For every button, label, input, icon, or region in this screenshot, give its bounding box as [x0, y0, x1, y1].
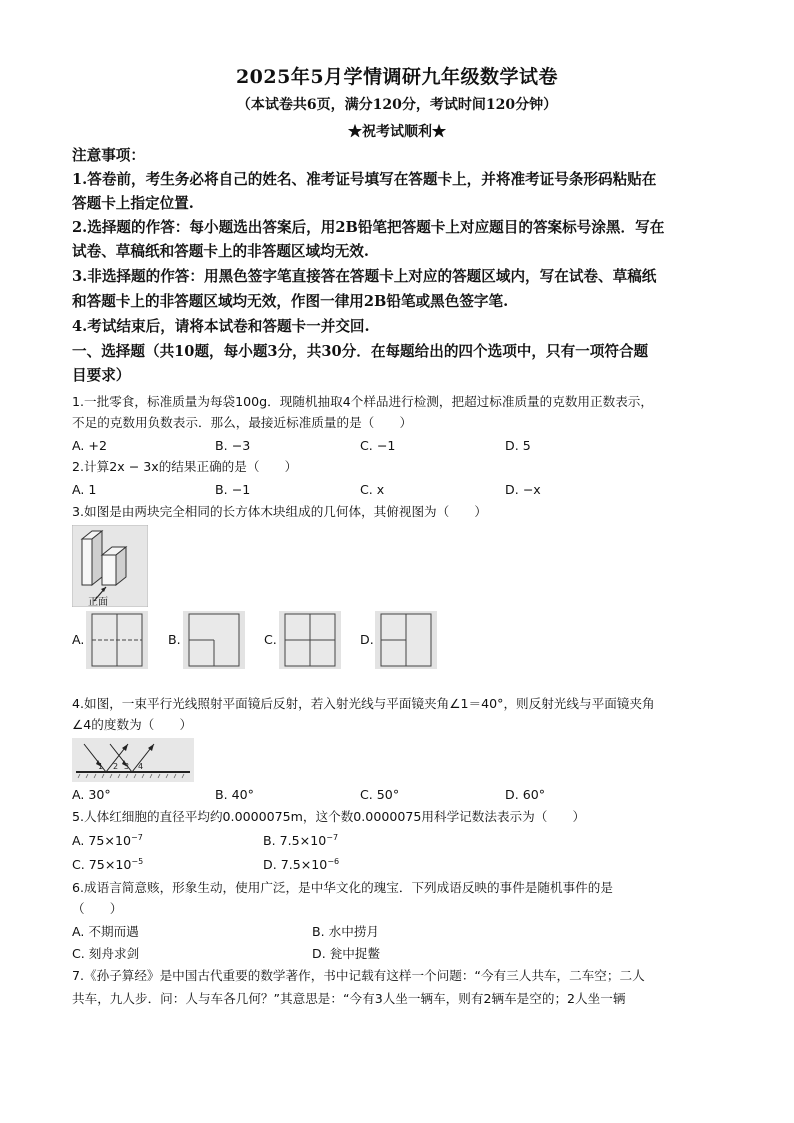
q6-option-d: D. 瓮中捉鳖: [312, 946, 381, 961]
q5-option-d: D. $7.5\times 10^{-6}$: [263, 857, 340, 873]
page-title: 2025年5月学情调研九年级数学试卷: [235, 66, 559, 88]
note-1-line-2: 答题卡上指定位置.: [72, 195, 194, 212]
section-1-heading-line-1: 一、选择题（共10题，每小题3分，共30分．在每题给出的四个选项中，只有一项符合题: [72, 343, 649, 360]
q3-option-d-figure: [375, 611, 437, 669]
q6-option-a: A. 不期而遇: [72, 924, 139, 939]
q4-option-c: C. 50°: [360, 787, 400, 802]
note-3-line-2: 和答题卡上的非答题区域均无效，作图一律用2B铅笔或黑色签字笔.: [72, 293, 509, 310]
note-4: 4.考试结束后，请将本试卷和答题卡一并交回.: [72, 318, 370, 335]
exam-blessing: ★祝考试顺利★: [348, 124, 446, 140]
q3-stem: 3.如图是由两块完全相同的长方体木块组成的几何体，其俯视图为（ ）: [72, 504, 488, 519]
q3-solid-figure: [72, 525, 148, 607]
q3-option-a-label: A.: [72, 632, 85, 647]
q2-option-c: C. x: [360, 482, 385, 497]
q5-option-c: C. $75\times 10^{-5}$: [72, 857, 144, 873]
q3-option-b-label: B.: [168, 632, 181, 647]
q4-stem-line-2: ∠4的度数为（ ）: [72, 717, 193, 732]
note-2-line-2: 试卷、草稿纸和答题卡上的非答题区域均无效.: [72, 243, 369, 260]
q1-option-b: B. −3: [215, 438, 251, 453]
q7-stem-line-1: 7.《孙子算经》是中国古代重要的数学著作，书中记载有这样一个问题：“今有三人共车，二车空；二人: [72, 968, 645, 983]
q2-option-d: D. −x: [505, 482, 541, 497]
note-3-line-1: 3.非选择题的作答：用黑色签字笔直接答在答题卡上对应的答题区域内，写在试卷、草稿纸: [72, 268, 657, 285]
q4-option-a: A. 30°: [72, 787, 111, 802]
q3-option-d-label: D.: [360, 632, 374, 647]
q6-option-c: C. 刻舟求剑: [72, 946, 140, 961]
q3-front-label: 正面: [88, 597, 108, 608]
notes-heading: 注意事项：: [72, 147, 145, 164]
section-1-heading-line-2: 目要求）: [72, 367, 131, 384]
q4-angle-4: 4: [138, 762, 144, 771]
q2-stem: 2.计算2x − 3x的结果正确的是（ ）: [72, 459, 298, 474]
exam-subtitle: （本试卷共6页，满分120分，考试时间120分钟）: [236, 97, 558, 113]
q6-stem-line-1: 6.成语言简意赅，形象生动，使用广泛，是中华文化的瑰宝．下列成语反映的事件是随机事件的是: [72, 880, 613, 895]
q7-stem-line-2: 共车，九人步．问：人与车各几何？”其意思是：“今有3人坐一辆车，则有2辆车是空的；2人坐一辆: [72, 991, 626, 1006]
q1-option-c: C. −1: [360, 438, 396, 453]
q1-stem-line-1: 1.一批零食，标准质量为每袋100g．现随机抽取4个样品进行检测，把超过标准质量的克数用正数表示，: [72, 394, 653, 409]
q4-angle-2: 2: [113, 762, 119, 771]
q1-option-a: A. +2: [72, 438, 107, 453]
q4-option-d: D. 60°: [505, 787, 546, 802]
q1-stem-line-2: 不足的克数用负数表示．那么，最接近标准质量的是（ ）: [72, 415, 413, 430]
q5-option-b: B. $7.5\times 10^{-7}$: [263, 833, 339, 849]
q4-stem-line-1: 4.如图，一束平行光线照射平面镜后反射，若入射光线与平面镜夹角∠1＝40°，则反射光线与平面镜夹角: [72, 696, 655, 711]
q2-option-b: B. −1: [215, 482, 251, 497]
q4-mirror-figure: [72, 738, 194, 782]
q5-option-a: A. $75\times 10^{-7}$: [72, 833, 143, 849]
q4-angle-3: 3: [124, 762, 130, 771]
q1-option-d: D. 5: [505, 438, 531, 453]
q4-option-b: B. 40°: [215, 787, 254, 802]
q3-option-c-figure: [279, 611, 341, 669]
q6-option-b: B. 水中捞月: [312, 924, 380, 939]
q3-option-c-label: C.: [264, 632, 277, 647]
q5-stem: 5.人体红细胞的直径平均约0.0000075m，这个数0.0000075用科学记数法表示为（ ）: [72, 809, 586, 824]
q6-stem-line-2: （ ）: [72, 901, 123, 916]
q4-angle-1: 1: [98, 762, 104, 771]
q3-option-a-figure: [86, 611, 148, 669]
q3-option-b-figure: [183, 611, 245, 669]
note-2-line-1: 2.选择题的作答：每小题选出答案后，用2B铅笔把答题卡上对应题目的答案标号涂黑．写在: [72, 219, 665, 236]
q2-option-a: A. 1: [72, 482, 97, 497]
note-1-line-1: 1.答卷前，考生务必将自己的姓名、准考证号填写在答题卡上，并将准考证号条形码粘贴在: [72, 171, 657, 188]
